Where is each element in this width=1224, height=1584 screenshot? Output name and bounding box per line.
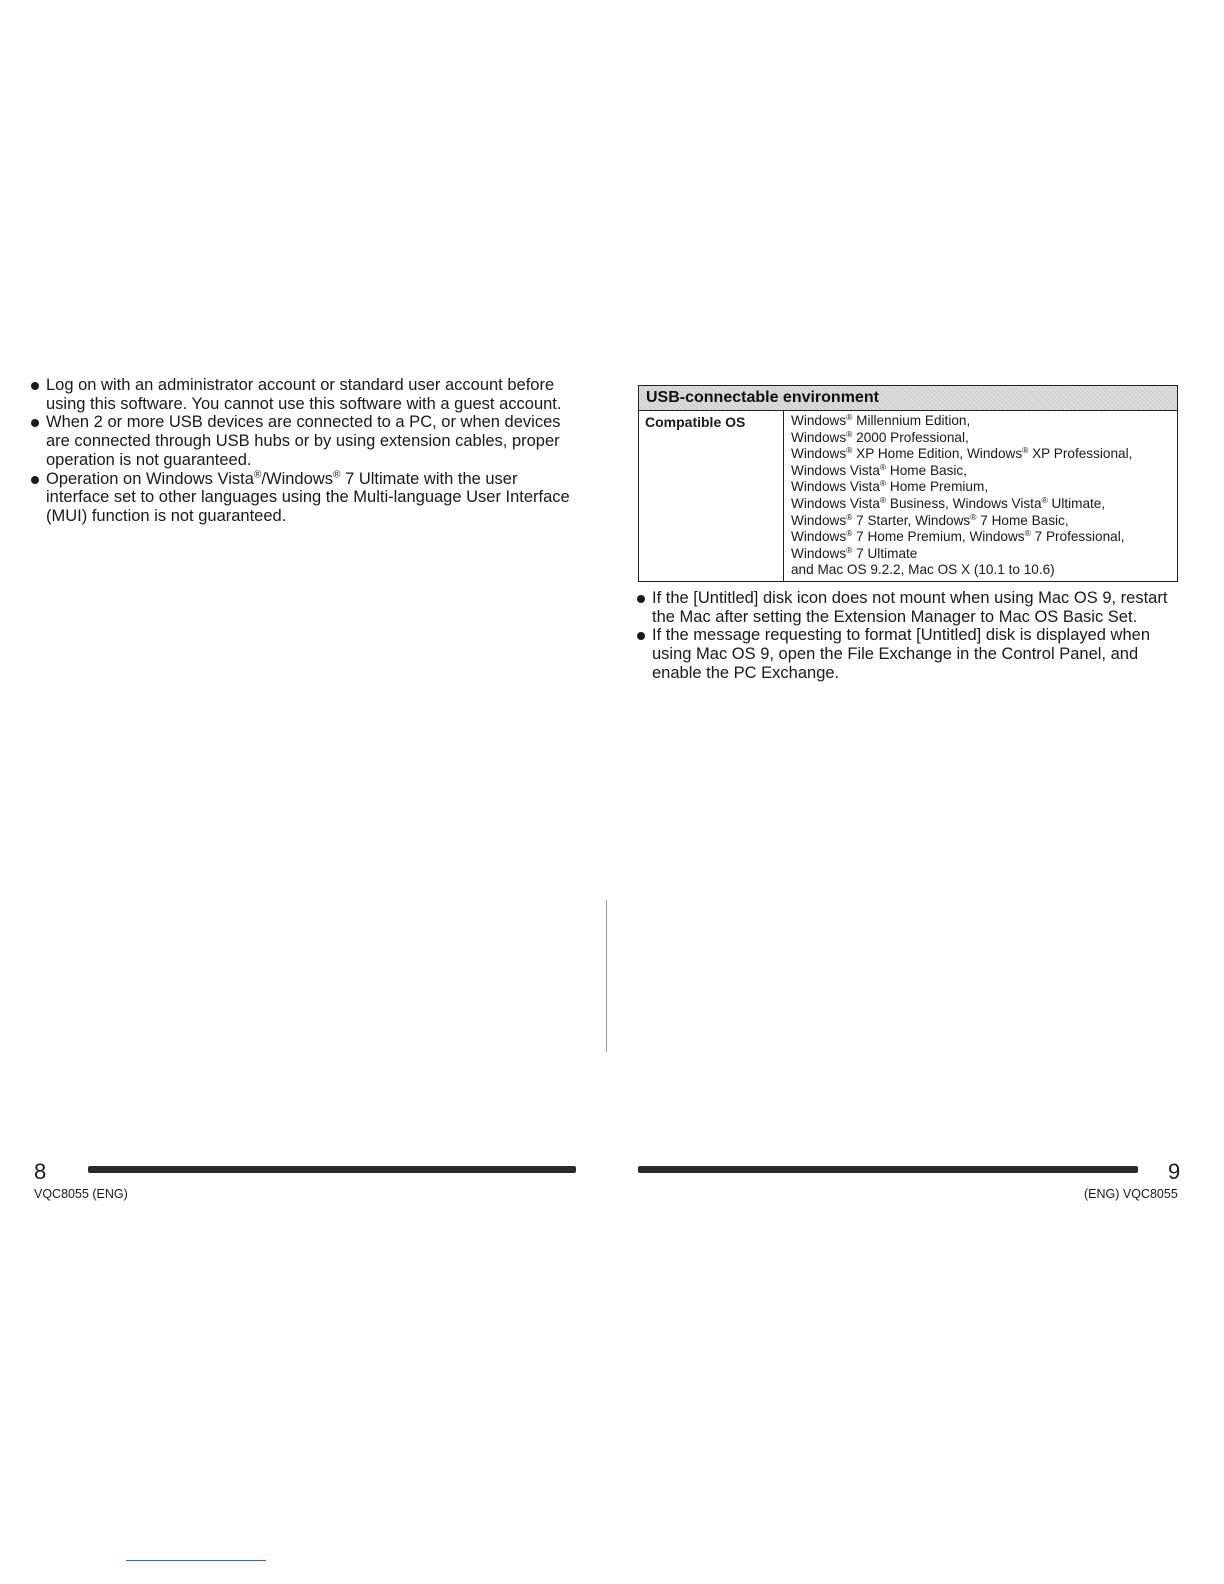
- bullet-icon: [637, 632, 645, 640]
- os-line: Windows® 2000 Professional,: [791, 428, 969, 445]
- right-bullet-list: [636, 589, 1181, 683]
- right-page: [612, 0, 1224, 1584]
- document-code: VQC8055 (ENG): [34, 1187, 128, 1201]
- page-number: 8: [34, 1159, 47, 1184]
- bullet-item: When 2 or more USB devices are connected to a PC, or when devices are connected through USB hubs or by using extension cables, proper operation is not guaranteed.: [30, 413, 580, 469]
- compatible-os-value: [784, 411, 1178, 582]
- os-line: Windows Vista® Home Basic,: [791, 461, 967, 478]
- bullet-item: Log on with an administrator account or standard user account before using this software. You cannot use this software with a guest account.: [30, 376, 580, 413]
- registered-mark: ®: [253, 469, 262, 481]
- table-row: [639, 411, 1178, 582]
- table-title: USB-connectable environment: [639, 386, 1178, 411]
- os-line: Windows Vista® Home Premium,: [791, 478, 989, 495]
- compatible-os-label: Compatible OS: [639, 411, 784, 582]
- scan-artifact-underline: [126, 1560, 266, 1561]
- footer-rule: [88, 1166, 576, 1173]
- usb-environment-table: [638, 385, 1178, 582]
- bullet-icon: [31, 419, 39, 427]
- os-line: Windows® 7 Ultimate: [791, 544, 918, 561]
- page-number: 9: [1168, 1159, 1181, 1184]
- bullet-item: Operation on Windows Vista®/Windows® 7 Ultimate with the user interface set to other languages using the Multi-language User Interface (MUI) function is not guaranteed.: [30, 470, 580, 526]
- os-line: Windows® XP Home Edition, Windows® XP Professional,: [791, 444, 1133, 462]
- footer-rule: [638, 1166, 1138, 1173]
- left-bullet-list: [30, 376, 580, 526]
- bullet-item: If the message requesting to format [Untitled] disk is displayed when using Mac OS 9, open the File Exchange in the Control Panel, and enable the PC Exchange.: [636, 626, 1181, 682]
- os-line: Windows Vista® Business, Windows Vista® Ultimate,: [791, 494, 1106, 511]
- registered-mark: ®: [332, 469, 341, 481]
- bullet-icon: [637, 595, 645, 603]
- document-code: (ENG) VQC8055: [1084, 1187, 1178, 1201]
- scan-artifact-line: [606, 900, 607, 1052]
- bullet-icon: [31, 476, 39, 484]
- bullet-item: If the [Untitled] disk icon does not mount when using Mac OS 9, restart the Mac after setting the Extension Manager to Mac OS Basic Set.: [636, 589, 1181, 626]
- os-line: and Mac OS 9.2.2, Mac OS X (10.1 to 10.6): [791, 562, 1055, 578]
- bullet-icon: [31, 382, 39, 390]
- os-line: Windows® 7 Starter, Windows® 7 Home Basic,: [791, 511, 1069, 528]
- os-line: Windows® 7 Home Premium, Windows® 7 Professional,: [791, 527, 1125, 545]
- os-line: Windows® Millennium Edition,: [791, 411, 971, 428]
